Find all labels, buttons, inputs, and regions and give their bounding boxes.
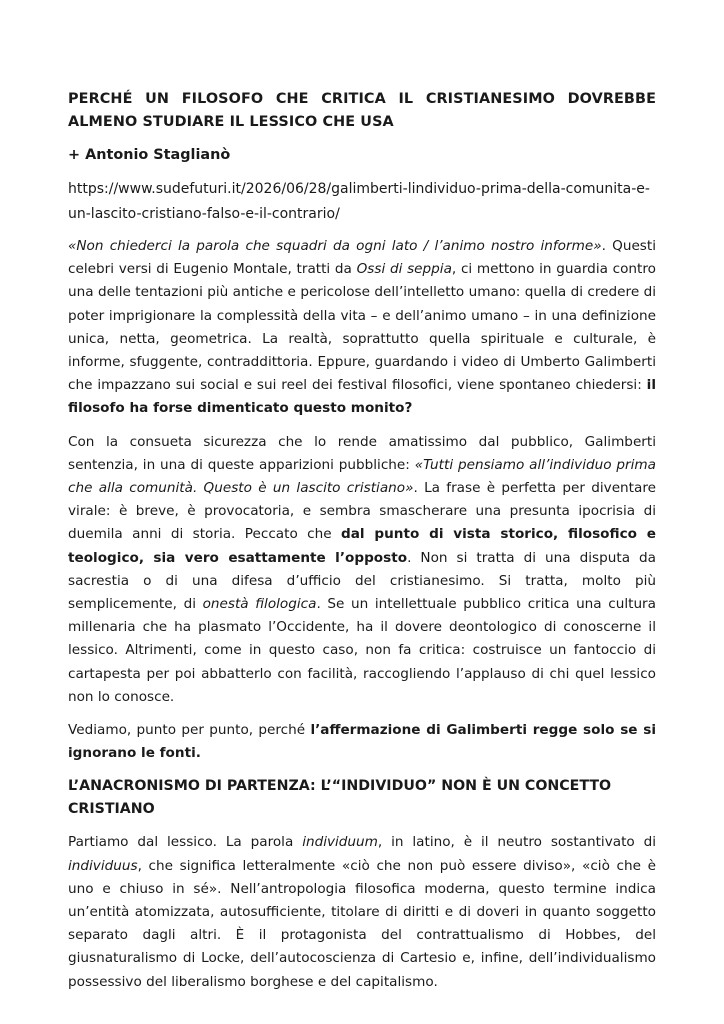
latin-term: individuum xyxy=(302,834,378,851)
text-span: , che significa letteralmente «ciò che non può essere diviso», «ciò che è uno e chiuso in sé». Nell’antropologia filosofica moderna, questo termine indica un’entità atomizzata, autosufficiente, titolare di diritti e di doveri in quanto soggetto separato dagli altri. È il protagonista del contrattualismo di Hobbes, del giusnaturalismo di Locke, dell’autocoscienza di Cartesio e, infine, dell’individualismo possessivo del liberalismo borghese e del capitalismo. xyxy=(68,857,656,990)
italic-phrase: onestà filologica xyxy=(202,596,317,613)
article-url[interactable]: https://www.sudefuturi.it/2026/06/28/galimberti-lindividuo-prima-della-comunita-e-un-lascito-cristiano-falso-e-il-contrario/ xyxy=(68,181,650,222)
text-span: , ci mettono in guardia contro una delle tentazioni più antiche e pericolose dell’intelletto umano: quella di credere di poter imprigionare la complessità della vita – e dell’animo umano – in una definizione unica, netta, geometrica. La realtà, soprattutto quella spirituale e culturale, è informe, sfuggente, contraddittoria. Eppure, guardando i video di Umberto Galimberti che impazzano sui social e sui reel dei festival filosofici, viene spontaneo chiedersi: xyxy=(68,261,656,394)
bold-statement: l’affermazione di Galimberti regge solo se si ignorano le fonti. xyxy=(68,722,656,762)
text-span: Con la consueta sicurezza che lo rende amatissimo dal pubblico, Galimberti sentenzia, in una di queste apparizioni pubbliche: xyxy=(68,433,656,473)
text-span: Vediamo, punto per punto, perché xyxy=(68,722,311,739)
paragraph-transition xyxy=(68,719,656,765)
paragraph-intro xyxy=(68,235,656,421)
text-span: . La frase è perfetta per diventare virale: è breve, è provocatoria, e sembra smascherare una presunta ipocrisia di duemila anni di storia. Peccato che xyxy=(68,480,656,543)
book-title: Ossi di seppia xyxy=(356,261,452,278)
text-span: Partiamo dal lessico. La parola xyxy=(68,834,303,851)
text-span: . Non si tratta di una disputa da sacrestia o di una difesa d’ufficio del cristianesimo. Si tratta, molto più semplicemente, di xyxy=(68,549,656,613)
article-title: PERCHÉ UN FILOSOFO CHE CRITICA IL CRISTIANESIMO DOVREBBE ALMENO STUDIARE IL LESSICO CHE USA xyxy=(68,91,656,130)
paragraph-galimberti xyxy=(68,431,656,709)
latin-term: individuus xyxy=(68,857,138,874)
text-span: , in latino, è il neutro sostantivato di xyxy=(377,834,657,851)
paragraph-lexicon xyxy=(68,831,656,993)
text-span: . Se un intellettuale pubblico critica una cultura millenaria che ha plasmato l’Occidente, ha il dovere deontologico di conoscerne il lessico. Altrimenti, come in questo caso, non fa critica: costruisce un fantoccio di cartapesta per poi abbatterlo con facilità, raccogliendo l’applauso di chi quel lessico non lo conosce. xyxy=(68,596,656,705)
montale-quote: «Non chiederci la parola che squadri da ogni lato / l’animo nostro informe» xyxy=(68,238,602,254)
text-span: . Questi celebri versi di Eugenio Montale, tratti da xyxy=(68,238,656,278)
section-heading: L’ANACRONISMO DI PARTENZA: L’“INDIVIDUO” NON È UN CONCETTO CRISTIANO xyxy=(68,778,612,818)
article-author: + Antonio Staglianò xyxy=(68,147,231,163)
galimberti-quote: «Tutti pensiamo all’individuo prima che alla comunità. Questo è un lascito cristiano» xyxy=(68,456,656,497)
bold-claim: dal punto di vista storico, filosofico e teologico, sia vero esattamente l’opposto xyxy=(68,526,656,566)
bold-question: il filosofo ha forse dimenticato questo monito? xyxy=(68,377,656,417)
